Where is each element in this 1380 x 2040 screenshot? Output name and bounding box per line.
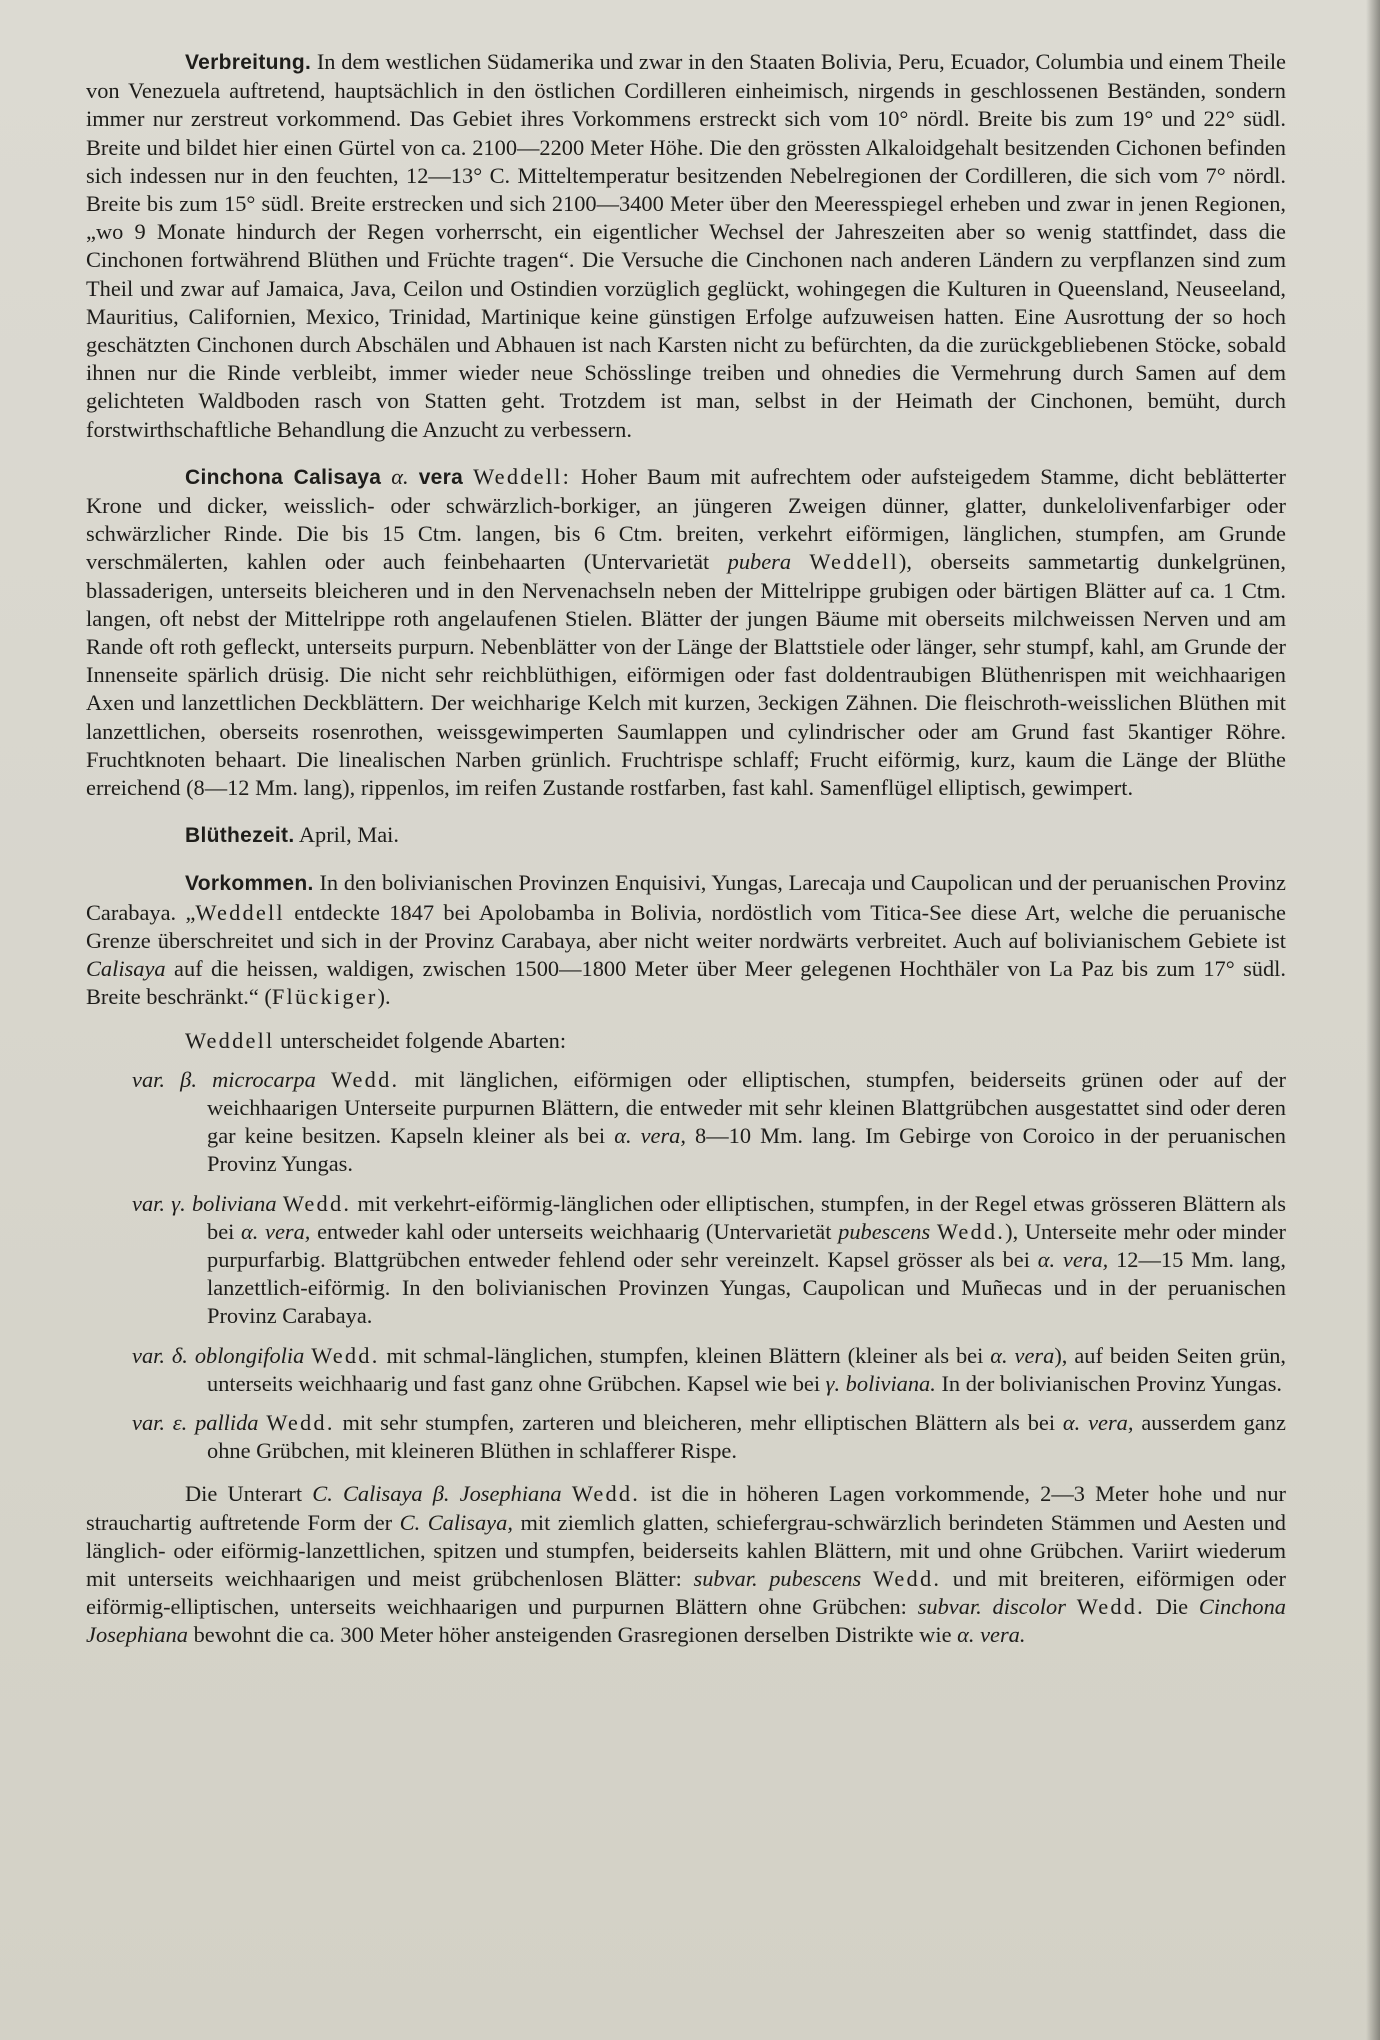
unterart-text-2: ist die in höheren Lagen vorkommende, 2—3 Meter hohe und nur strauchartig auftretende Form der — [86, 1481, 1287, 1535]
abarten-intro-text: unterscheidet folgende Abarten: — [280, 1027, 567, 1053]
pubescens-term: pubescens — [838, 1218, 931, 1244]
unterart-author-2: Wedd. — [872, 1565, 942, 1591]
variety-delta-ref-2: γ. boliviana. — [825, 1370, 936, 1396]
calisaya-text-2: ), oberseits sammetartig dunkelgrünen, blassaderigen, unterseits bleicheren und in den Nervenachseln neben der Mittelrippe grubigen oder bärtigen Blätter auf ca. 1 Ctm. langen, oft nebst der Mittelrippe roth angelaufenen Stielen. Blätter der jungen Bäume mit oberseits milchweissen Nerven und am Rande oft roth gefleckt, unterseits purpurn. Nebenblätter von der Länge der Blattstiele oder länger, sehr stumpf, kahl, am Grunde der Innenseite spärlich drüsig. Die nicht sehr reichblüthigen, eiförmigen oder fast doldentraubigen Blüthenrispen mit weichhaarigen Axen und lanzettlichen Deckblättern. Der weichharige Kelch mit kurzen, 3eckigen Zähnen. Die fleischroth-weisslichen Blüthen mit lanzettlichen, oberseits rosenrothen, weissgewimperten Saumlappen und cylindrischer oder am Grund fast 5kantiger Röhre. Fruchtknoten behaart. Die linealischen Narben grünlich. Fruchtrispe schlaff; Frucht eiförmig, kurz, kaum die Länge der Blüthe erreichend (8—12 Mm. lang), rippenlos, im reifen Zustande rostfarben, fast kahl. Samenflügel elliptisch, gewimpert. — [86, 549, 1286, 801]
vorkommen-text-3: auf die heissen, waldigen, zwischen 1500—1800 Meter über Meer gelegenen Hochthäler von La Paz bis zum 17° südl. Breite beschränkt.“ ( — [86, 956, 1286, 1010]
variety-gamma-text-4: 12—15 Mm. lang, lanzettlich-eiförmig. In den bolivianischen Provinzen Yungas, Caupolican und Muñecas und in der peruanischen Provinz Carabaya. — [207, 1246, 1286, 1329]
unterart-text-3: mit ziemlich glatten, schiefergrau-schwärzlich berindeten Stämmen und Aesten und länglich- oder eiförmig-lanzettlichen, spitzen und stumpfen, beiderseits kahlen Blättern, mit und ohne Grübchen. Variirt wiederum mit unterseits weichhaarigen und meist grübchenlosen Blätter: — [86, 1509, 1286, 1591]
unterart-text-4: und mit breiteren, eiförmigen oder eiförmig-elliptischen, unterseits weichhaarigen und purpurnen Blättern ohne Grübchen: — [86, 1565, 1286, 1620]
author-weddell: Weddell: — [473, 463, 572, 489]
subvar-discolor: subvar. discolor — [917, 1594, 1066, 1620]
variety-epsilon-label: var. ε. pallida — [132, 1409, 259, 1435]
variety-gamma-text-1: mit verkehrt-eiförmig-länglichen oder elliptischen, stumpfen, in der Regel etwas grösseren Blättern als bei — [207, 1190, 1287, 1244]
unterart-text-1: Die Unterart — [185, 1481, 303, 1507]
variety-gamma-text-3: ), Unterseite mehr oder minder purpurfarbig. Blattgrübchen entweder fehlend oder sehr vereinzelt. Kapsel grösser als bei — [207, 1218, 1286, 1272]
author-weddell-3: Weddell — [195, 899, 285, 925]
unterart-text-6: bewohnt die ca. 300 Meter höher ansteigenden Grasregionen derselben Distrikte wie — [193, 1622, 952, 1648]
variety-delta-text-3: In der bolivianischen Provinz Yungas. — [941, 1370, 1283, 1396]
variety-gamma-author: Wedd. — [282, 1190, 352, 1216]
variety-epsilon-text-1: mit sehr stumpfen, zarteren und bleicheren, mehr elliptischen Blättern als bei — [342, 1409, 1056, 1435]
variety-beta-text-1: mit länglichen, eiförmigen oder elliptischen, stumpfen, beiderseits grünen oder auf der weichhaarigen Unterseite purpurnen Blättern, die entweder mit sehr kleinen Blattgrübchen ausgestattet sind oder deren gar keine besitzen. Kapseln kleiner als bei — [207, 1066, 1286, 1149]
paragraph-vorkommen — [86, 869, 1286, 1011]
variety-epsilon-pallida — [132, 1409, 1286, 1465]
paragraph-calisaya-vera — [86, 463, 1286, 802]
page-text — [86, 48, 1286, 1650]
variety-delta-text-2: ), auf beiden Seiten grün, unterseits weichhaarig und fast ganz ohne Grübchen. Kapsel wie bei — [207, 1342, 1286, 1396]
variety-gamma-ref: α. vera, — [241, 1218, 311, 1244]
variety-delta-oblongifolia — [132, 1342, 1286, 1398]
vorkommen-text-4: ). — [377, 984, 391, 1010]
vorkommen-text-1: In den bolivianischen Provinzen Enquisivi, Yungas, Larecaja und Caupolican und der peruanischen Provinz Carabaya. „ — [86, 870, 1286, 925]
variety-beta-text-2: 8—10 Mm. lang. Im Gebirge von Coroico in der peruanischen Provinz Yungas. — [207, 1123, 1286, 1177]
unterart-author: Wedd. — [571, 1481, 641, 1507]
heading-vorkommen: Vorkommen. — [185, 872, 314, 896]
unterart-name: C. Calisaya β. Josephiana — [312, 1481, 562, 1507]
author-weddell-2: Weddell — [809, 549, 899, 575]
paragraph-abarten-intro — [86, 1027, 1286, 1055]
variety-delta-label: var. δ. oblongifolia — [132, 1342, 305, 1368]
variety-delta-ref: α. vera — [990, 1342, 1055, 1368]
author-flueckiger: Flückiger — [271, 984, 378, 1010]
heading-verbreitung: Verbreitung. — [185, 51, 312, 74]
heading-cinchona-calisaya: Cinchona Calisaya — [185, 465, 382, 489]
variety-gamma-label: var. γ. boliviana — [132, 1190, 277, 1216]
pubera-term: pubera — [727, 549, 792, 575]
author-weddell-4: Weddell — [185, 1027, 275, 1053]
unterart-name-2: C. Calisaya, — [399, 1509, 513, 1535]
bluethezeit-text: April, Mai. — [298, 822, 399, 848]
variety-gamma-ref-2: α. vera, — [1037, 1246, 1109, 1272]
calisaya-text-1: Hoher Baum mit aufrechtem oder aufsteigedem Stamme, dicht beblätterter Krone und dicker, weisslich- oder schwärzlich-borkiger, an jüngeren Zweigen dünner, glatter, dunkelolivenfarbiger oder schwärzlicher Rinde. Die bis 15 Ctm. langen, bis 6 Ctm. breiten, verkehrt eiförmigen, länglichen, stumpfen, am Grunde verschmälerten, kahlen oder auch feinbehaarten (Untervarietät — [86, 463, 1287, 575]
variety-beta-microcarpa — [132, 1066, 1286, 1179]
unterart-ref: α. vera. — [957, 1622, 1026, 1648]
paragraph-bluethezeit — [86, 821, 1286, 850]
unterart-name-3: Cinchona Josephiana — [86, 1594, 1286, 1648]
paragraph-unterart-josephiana — [86, 1480, 1286, 1649]
heading-alpha: α. — [391, 463, 409, 489]
variety-epsilon-text-2: ausserdem ganz ohne Grübchen, mit kleineren Blüthen in schlafferer Rispe. — [207, 1409, 1286, 1464]
variety-gamma-text-2: entweder kahl oder unterseits weichhaarig (Untervarietät — [317, 1218, 832, 1244]
variety-delta-author: Wedd. — [311, 1342, 380, 1368]
paragraph-verbreitung — [86, 48, 1286, 444]
variety-epsilon-author: Wedd. — [266, 1409, 335, 1435]
subvar-pubescens: subvar. pubescens — [693, 1565, 862, 1591]
vorkommen-text-2: entdeckte 1847 bei Apolobamba in Bolivia, nordöstlich vom Titica-See diese Art, welche die peruanische Grenze überschreitet und sich in der Provinz Carabaya, aber nicht weiter nordwärts verbreitet. Auch auf bolivianischem Gebiete ist — [86, 899, 1286, 953]
unterart-text-5: Die — [1155, 1594, 1189, 1620]
unterart-author-3: Wedd. — [1076, 1594, 1145, 1620]
variety-beta-label: var. β. microcarpa — [132, 1066, 316, 1092]
variety-gamma-author-2: Wedd. — [936, 1218, 1006, 1244]
heading-bluethezeit: Blüthezeit. — [185, 824, 295, 848]
calisaya-term: Calisaya — [86, 956, 166, 982]
heading-vera: vera — [418, 465, 464, 489]
verbreitung-text: In dem westlichen Südamerika und zwar in den Staaten Bolivia, Peru, Ecuador, Columbia und einem Theile von Venezuela auftretend, hauptsächlich in den östlichen Cordilleren einheimisch, nirgends in geschlossenen Beständen, sondern immer nur zerstreut vorkommend. Das Gebiet ihres Vorkommens erstreckt sich vom 10° nördl. Breite bis zum 19° und 22° südl. Breite und bildet hier einen Gürtel von ca. 2100—2200 Meter Höhe. Die den grössten Alkaloidgehalt besitzenden Cichonen befinden sich indessen nur in den feuchten, 12—13° C. Mitteltemperatur besitzenden Nebelregionen der Cordilleren, die sich vom 7° nördl. Breite bis zum 15° südl. Breite erstrecken und sich 2100—3400 Meter über den Meeresspiegel erheben und zwar in jenen Regionen, „wo 9 Monate hindurch der Regen vorherrscht, ein eigentlicher Wechsel der Jahreszeiten aber so wenig stattfindet, dass die Cinchonen fortwährend Blüthen und Früchte tragen“. Die Versuche die Cinchonen nach anderen Ländern zu verpflanzen sind zum Theil und zwar auf Jamaica, Java, Ceilon und Ostindien vorzüglich geglückt, wohingegen die Kulturen in Queensland, Neuseeland, Mauritius, Californien, Mexico, Trinidad, Martinique keine günstigen Erfolge aufzuweisen hatten. Eine Ausrottung der so hoch geschätzten Cinchonen durch Abschälen und Abhauen ist nach Karsten nicht zu befürchten, da die zurückgebliebenen Stöcke, sobald ihnen nur die Rinde verbleibt, immer wieder neue Schösslinge treiben und ohnedies die Vermehrung durch Samen auf dem gelichteten Waldboden rasch von Statten geht. Trotzdem ist man, selbst in der Heimath der Cinchonen, bemüht, durch forstwirthschaftliche Behandlung die Anzucht zu verbessern. — [86, 49, 1286, 442]
page-edge-shadow — [1366, 0, 1380, 2040]
variety-epsilon-ref: α. vera, — [1062, 1409, 1134, 1435]
variety-beta-author: Wedd. — [331, 1066, 400, 1092]
variety-beta-ref: α. vera, — [614, 1123, 686, 1149]
variety-delta-text-1: mit schmal-länglichen, stumpfen, kleinen Blättern (kleiner als bei — [386, 1342, 984, 1368]
variety-gamma-boliviana — [132, 1190, 1286, 1331]
